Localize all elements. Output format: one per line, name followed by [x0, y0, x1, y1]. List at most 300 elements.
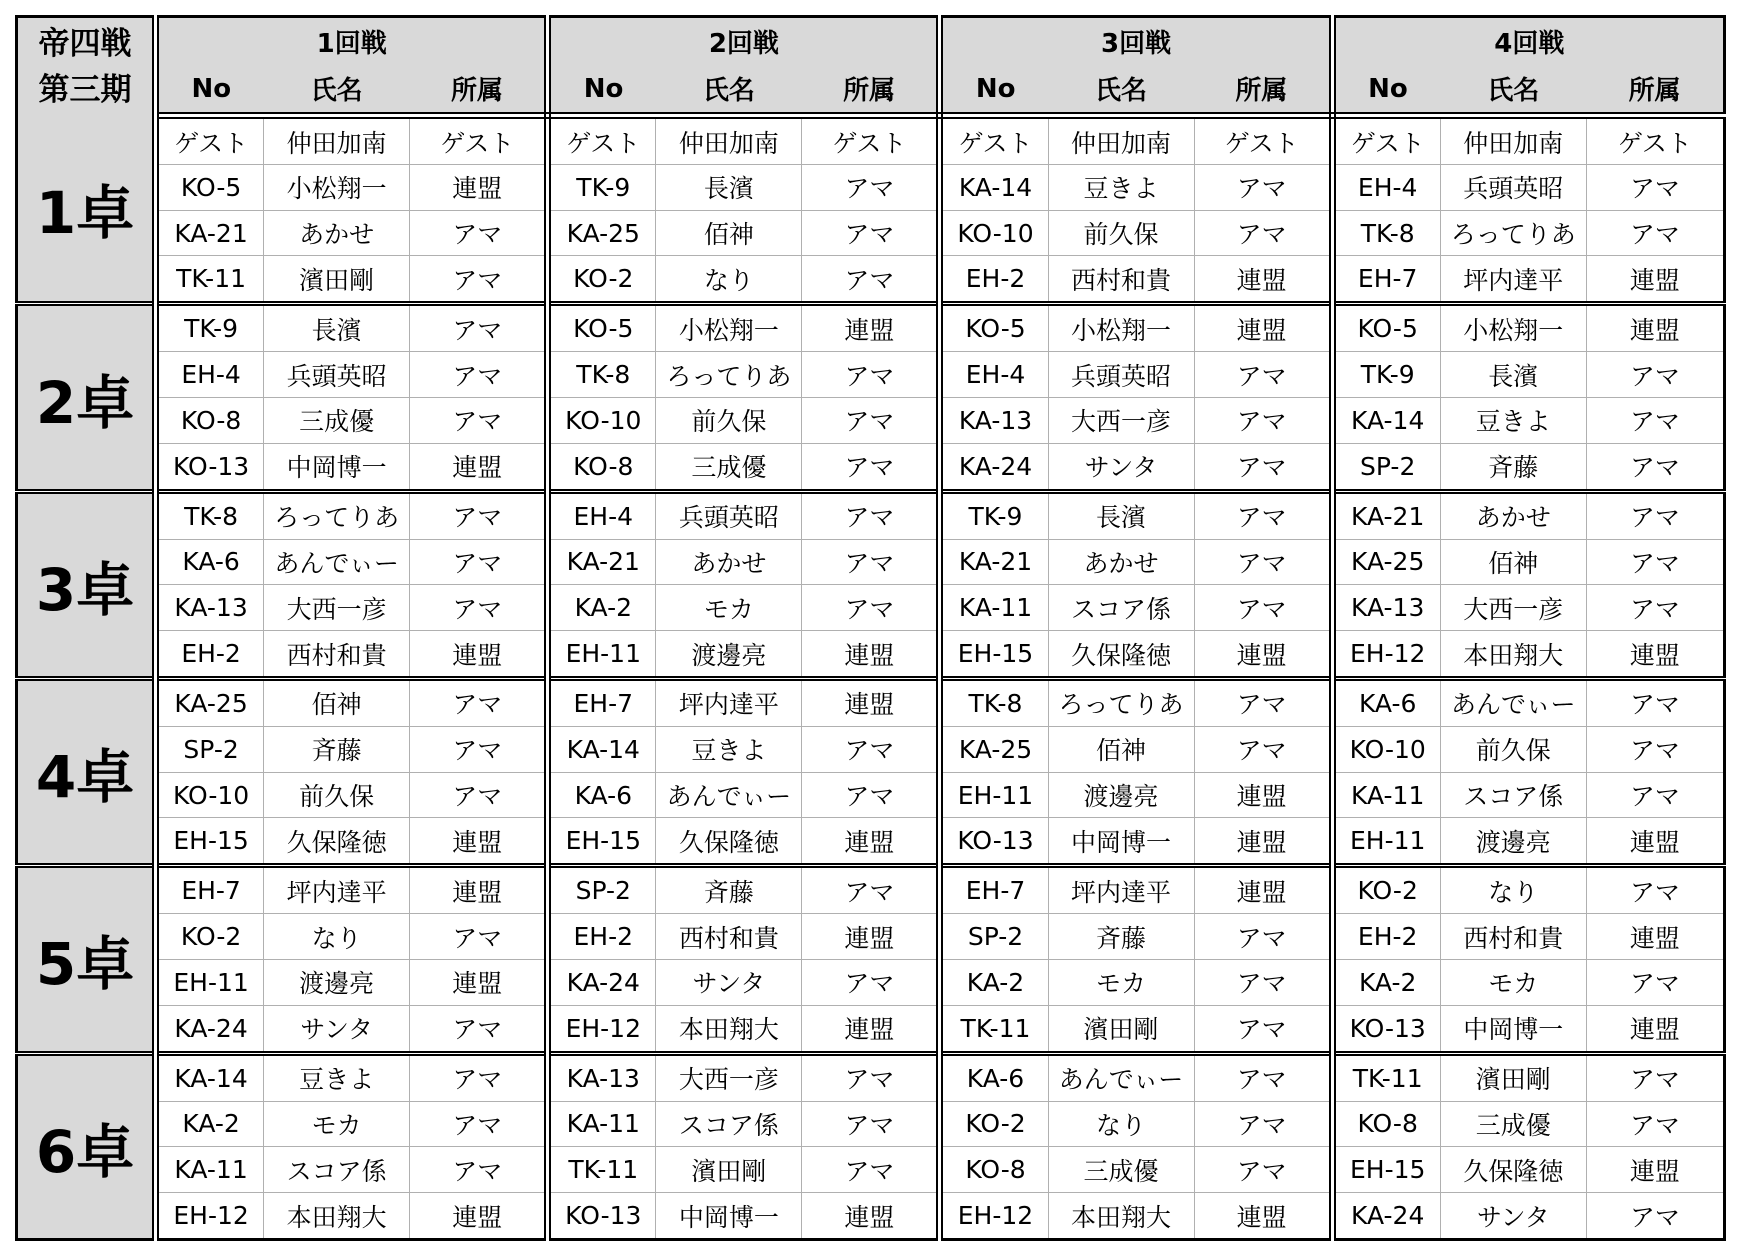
player-no: KA-6	[1332, 679, 1440, 727]
player-name: 前久保	[264, 772, 410, 818]
player-affiliation: アマ	[1194, 352, 1332, 398]
col-header-no: No	[156, 65, 264, 116]
player-no: KA-13	[1332, 585, 1440, 631]
player-row	[17, 539, 1725, 585]
player-no: KA-14	[156, 1053, 264, 1101]
player-name: 仲田加南	[264, 116, 410, 165]
player-affiliation: 連盟	[802, 818, 940, 866]
player-no: TK-9	[156, 304, 264, 352]
player-affiliation: アマ	[410, 1053, 548, 1101]
player-name: 佰神	[656, 210, 802, 256]
player-row	[17, 1147, 1725, 1193]
player-name: 渡邊亮	[1048, 772, 1194, 818]
player-no: KA-11	[156, 1147, 264, 1193]
player-affiliation: 連盟	[1194, 631, 1332, 679]
player-no: KO-2	[548, 256, 656, 304]
player-no: EH-12	[156, 1193, 264, 1240]
player-no: KA-14	[548, 726, 656, 772]
round-header-2: 2回戦	[548, 17, 940, 66]
player-row	[17, 398, 1725, 444]
player-no: KA-24	[156, 1005, 264, 1053]
player-no: KA-11	[548, 1101, 656, 1147]
player-no: EH-2	[156, 631, 264, 679]
player-name: 渡邊亮	[1440, 818, 1586, 866]
player-affiliation: アマ	[1586, 352, 1724, 398]
player-name: 西村和貴	[1440, 914, 1586, 960]
player-name: 三成優	[656, 443, 802, 491]
player-affiliation: アマ	[802, 726, 940, 772]
player-affiliation: 連盟	[1194, 304, 1332, 352]
player-no: KA-6	[548, 772, 656, 818]
player-name: 長濱	[1048, 491, 1194, 539]
player-affiliation: アマ	[410, 352, 548, 398]
player-name: 小松翔一	[656, 304, 802, 352]
player-row	[17, 1053, 1725, 1101]
player-name: 兵頭英昭	[264, 352, 410, 398]
corner-line1: 帝四戦	[38, 25, 132, 62]
player-no: EH-7	[156, 866, 264, 914]
player-no: EH-4	[940, 352, 1048, 398]
header-row-columns	[17, 65, 1725, 116]
player-no: TK-8	[940, 679, 1048, 727]
player-affiliation: アマ	[802, 585, 940, 631]
table-label: 6卓	[17, 1053, 156, 1239]
player-affiliation: アマ	[410, 585, 548, 631]
player-name: 豆きよ	[1048, 165, 1194, 211]
player-affiliation: アマ	[802, 959, 940, 1005]
player-affiliation: アマ	[1194, 210, 1332, 256]
player-no: EH-12	[940, 1193, 1048, 1240]
player-name: あんでぃー	[1440, 679, 1586, 727]
player-row	[17, 165, 1725, 211]
player-name: 西村和貴	[264, 631, 410, 679]
player-name: 大西一彦	[264, 585, 410, 631]
player-name: 大西一彦	[1440, 585, 1586, 631]
player-no: SP-2	[156, 726, 264, 772]
player-name: 佰神	[1048, 726, 1194, 772]
player-name: 長濱	[1440, 352, 1586, 398]
player-no: KO-5	[1332, 304, 1440, 352]
player-no: KA-24	[940, 443, 1048, 491]
player-name: なり	[656, 256, 802, 304]
player-name: なり	[1440, 866, 1586, 914]
player-no: TK-11	[1332, 1053, 1440, 1101]
player-no: KA-25	[156, 679, 264, 727]
player-affiliation: アマ	[1194, 959, 1332, 1005]
player-affiliation: アマ	[1194, 679, 1332, 727]
table-label: 3卓	[17, 491, 156, 678]
player-name: 中岡博一	[1440, 1005, 1586, 1053]
player-name: 小松翔一	[1048, 304, 1194, 352]
player-no: KO-5	[940, 304, 1048, 352]
player-no: SP-2	[1332, 443, 1440, 491]
player-name: ろってりあ	[656, 352, 802, 398]
col-header-no: No	[1332, 65, 1440, 116]
player-name: 仲田加南	[656, 116, 802, 165]
player-affiliation: アマ	[1586, 1193, 1724, 1240]
player-name: あんでぃー	[1048, 1053, 1194, 1101]
player-affiliation: 連盟	[802, 304, 940, 352]
player-affiliation: アマ	[802, 443, 940, 491]
player-affiliation: 連盟	[1586, 818, 1724, 866]
player-row	[17, 726, 1725, 772]
player-name: 豆きよ	[656, 726, 802, 772]
player-name: ろってりあ	[1440, 210, 1586, 256]
player-no: SP-2	[548, 866, 656, 914]
col-header-no: No	[548, 65, 656, 116]
player-affiliation: アマ	[410, 491, 548, 539]
player-affiliation: ゲスト	[1586, 116, 1724, 165]
player-affiliation: 連盟	[410, 165, 548, 211]
player-no: KO-8	[548, 443, 656, 491]
player-no: KA-14	[940, 165, 1048, 211]
player-name: 前久保	[1440, 726, 1586, 772]
table-label: 2卓	[17, 304, 156, 491]
col-header-name: 氏名	[1440, 65, 1586, 116]
corner-cell	[17, 17, 156, 116]
player-affiliation: 連盟	[410, 818, 548, 866]
player-affiliation: アマ	[1586, 398, 1724, 444]
player-affiliation: アマ	[1586, 443, 1724, 491]
player-affiliation: 連盟	[1586, 631, 1724, 679]
player-name: スコア係	[656, 1101, 802, 1147]
player-affiliation: アマ	[802, 772, 940, 818]
player-affiliation: アマ	[410, 679, 548, 727]
player-name: サンタ	[656, 959, 802, 1005]
player-no: KA-21	[548, 539, 656, 585]
player-affiliation: 連盟	[1586, 256, 1724, 304]
player-no: EH-7	[1332, 256, 1440, 304]
player-name: あかせ	[1048, 539, 1194, 585]
player-name: 渡邊亮	[656, 631, 802, 679]
player-name: モカ	[264, 1101, 410, 1147]
player-name: 兵頭英昭	[656, 491, 802, 539]
player-no: ゲスト	[1332, 116, 1440, 165]
player-name: 中岡博一	[264, 443, 410, 491]
player-no: KO-2	[940, 1101, 1048, 1147]
col-header-no: No	[940, 65, 1048, 116]
player-no: KA-2	[156, 1101, 264, 1147]
player-affiliation: アマ	[1586, 1053, 1724, 1101]
player-affiliation: アマ	[1194, 539, 1332, 585]
player-affiliation: アマ	[1194, 443, 1332, 491]
player-affiliation: アマ	[802, 1147, 940, 1193]
player-no: ゲスト	[548, 116, 656, 165]
player-affiliation: アマ	[1194, 726, 1332, 772]
player-name: 仲田加南	[1440, 116, 1586, 165]
player-affiliation: アマ	[802, 165, 940, 211]
player-name: ろってりあ	[1048, 679, 1194, 727]
player-name: 豆きよ	[264, 1053, 410, 1101]
player-affiliation: アマ	[1586, 210, 1724, 256]
player-no: ゲスト	[156, 116, 264, 165]
player-affiliation: アマ	[802, 866, 940, 914]
player-no: EH-4	[548, 491, 656, 539]
player-no: TK-11	[156, 256, 264, 304]
player-no: TK-9	[1332, 352, 1440, 398]
player-name: 中岡博一	[656, 1193, 802, 1240]
player-no: KO-8	[940, 1147, 1048, 1193]
player-no: EH-15	[548, 818, 656, 866]
player-row	[17, 304, 1725, 352]
player-name: 坪内達平	[264, 866, 410, 914]
player-no: EH-11	[940, 772, 1048, 818]
player-affiliation: アマ	[410, 539, 548, 585]
player-name: 久保隆徳	[264, 818, 410, 866]
player-row	[17, 1005, 1725, 1053]
player-name: 豆きよ	[1440, 398, 1586, 444]
player-affiliation: アマ	[410, 1101, 548, 1147]
player-affiliation: 連盟	[802, 1193, 940, 1240]
player-no: KA-13	[548, 1053, 656, 1101]
player-no: TK-8	[1332, 210, 1440, 256]
player-name: 久保隆徳	[1048, 631, 1194, 679]
player-name: 大西一彦	[656, 1053, 802, 1101]
player-name: 小松翔一	[1440, 304, 1586, 352]
player-row	[17, 491, 1725, 539]
player-row	[17, 631, 1725, 679]
player-affiliation: 連盟	[1586, 914, 1724, 960]
player-affiliation: 連盟	[1586, 1005, 1724, 1053]
player-no: KA-14	[1332, 398, 1440, 444]
header-row-rounds	[17, 17, 1725, 66]
round-header-4: 4回戦	[1494, 29, 1565, 59]
table-label: 4卓	[17, 679, 156, 866]
col-header-affiliation: 所属	[1586, 65, 1724, 116]
player-affiliation: アマ	[1194, 165, 1332, 211]
player-no: TK-11	[940, 1005, 1048, 1053]
player-no: KO-8	[1332, 1101, 1440, 1147]
player-name: 濱田剛	[1048, 1005, 1194, 1053]
player-name: 大西一彦	[1048, 398, 1194, 444]
player-name: 斉藤	[1440, 443, 1586, 491]
player-affiliation: 連盟	[410, 866, 548, 914]
player-affiliation: アマ	[802, 1101, 940, 1147]
player-row	[17, 914, 1725, 960]
player-name: あんでぃー	[656, 772, 802, 818]
player-name: 兵頭英昭	[1048, 352, 1194, 398]
player-affiliation: 連盟	[410, 443, 548, 491]
player-affiliation: アマ	[802, 352, 940, 398]
player-affiliation: アマ	[1586, 165, 1724, 211]
player-affiliation: ゲスト	[410, 116, 548, 165]
player-no: KA-13	[156, 585, 264, 631]
player-row	[17, 585, 1725, 631]
player-name: 兵頭英昭	[1440, 165, 1586, 211]
player-no: KO-2	[156, 914, 264, 960]
schedule-body	[17, 116, 1725, 1240]
player-affiliation: アマ	[410, 914, 548, 960]
player-affiliation: 連盟	[1194, 256, 1332, 304]
player-name: 久保隆徳	[1440, 1147, 1586, 1193]
player-name: 久保隆徳	[656, 818, 802, 866]
player-no: EH-7	[940, 866, 1048, 914]
player-name: 佰神	[264, 679, 410, 727]
player-name: スコア係	[264, 1147, 410, 1193]
player-no: EH-12	[1332, 631, 1440, 679]
player-name: サンタ	[264, 1005, 410, 1053]
player-affiliation: アマ	[1194, 1053, 1332, 1101]
player-name: 本田翔大	[1440, 631, 1586, 679]
player-no: TK-8	[548, 352, 656, 398]
player-name: 本田翔大	[264, 1193, 410, 1240]
player-affiliation: アマ	[802, 539, 940, 585]
player-name: 三成優	[1440, 1101, 1586, 1147]
player-affiliation: 連盟	[1194, 818, 1332, 866]
player-affiliation: アマ	[410, 726, 548, 772]
col-header-affiliation: 所属	[802, 65, 940, 116]
player-no: EH-15	[156, 818, 264, 866]
player-name: 濱田剛	[656, 1147, 802, 1193]
player-affiliation: アマ	[1586, 539, 1724, 585]
player-no: KA-11	[940, 585, 1048, 631]
player-no: EH-2	[940, 256, 1048, 304]
player-affiliation: アマ	[1586, 772, 1724, 818]
player-no: KO-5	[548, 304, 656, 352]
player-name: 斉藤	[656, 866, 802, 914]
player-name: あかせ	[1440, 491, 1586, 539]
player-row	[17, 959, 1725, 1005]
player-affiliation: アマ	[802, 398, 940, 444]
player-no: KA-24	[548, 959, 656, 1005]
player-no: EH-15	[1332, 1147, 1440, 1193]
player-row	[17, 352, 1725, 398]
round-header-1: 1回戦	[156, 17, 548, 66]
player-name: なり	[264, 914, 410, 960]
player-no: KO-10	[1332, 726, 1440, 772]
player-name: ろってりあ	[264, 491, 410, 539]
player-name: 斉藤	[1048, 914, 1194, 960]
player-affiliation: アマ	[1194, 1101, 1332, 1147]
player-row	[17, 443, 1725, 491]
player-name: 中岡博一	[1048, 818, 1194, 866]
player-affiliation: アマ	[1194, 1147, 1332, 1193]
player-affiliation: アマ	[410, 772, 548, 818]
player-name: 長濱	[656, 165, 802, 211]
player-name: 坪内達平	[656, 679, 802, 727]
player-name: あかせ	[264, 210, 410, 256]
player-name: 前久保	[1048, 210, 1194, 256]
player-affiliation: 連盟	[802, 1005, 940, 1053]
player-name: モカ	[1048, 959, 1194, 1005]
player-no: KA-2	[940, 959, 1048, 1005]
player-affiliation: アマ	[802, 256, 940, 304]
player-affiliation: アマ	[1586, 726, 1724, 772]
player-no: KA-25	[940, 726, 1048, 772]
player-affiliation: アマ	[410, 1147, 548, 1193]
player-affiliation: 連盟	[1194, 772, 1332, 818]
player-row	[17, 772, 1725, 818]
player-no: EH-2	[1332, 914, 1440, 960]
player-affiliation: アマ	[1586, 679, 1724, 727]
player-affiliation: アマ	[1194, 914, 1332, 960]
player-affiliation: アマ	[410, 210, 548, 256]
player-no: EH-12	[548, 1005, 656, 1053]
player-name: あかせ	[656, 539, 802, 585]
schedule-table	[15, 15, 1726, 1241]
player-affiliation: アマ	[802, 210, 940, 256]
player-no: KO-13	[156, 443, 264, 491]
player-name: 本田翔大	[1048, 1193, 1194, 1240]
player-affiliation: 連盟	[802, 679, 940, 727]
player-row	[17, 210, 1725, 256]
col-header-name: 氏名	[1048, 65, 1194, 116]
player-affiliation: ゲスト	[1194, 116, 1332, 165]
player-no: TK-9	[548, 165, 656, 211]
player-no: KA-25	[1332, 539, 1440, 585]
player-no: SP-2	[940, 914, 1048, 960]
player-affiliation: アマ	[1194, 491, 1332, 539]
player-no: EH-4	[156, 352, 264, 398]
player-affiliation: アマ	[802, 1053, 940, 1101]
player-name: 三成優	[264, 398, 410, 444]
player-no: KA-2	[1332, 959, 1440, 1005]
player-no: EH-7	[548, 679, 656, 727]
player-name: 本田翔大	[656, 1005, 802, 1053]
player-affiliation: アマ	[410, 256, 548, 304]
player-name: 濱田剛	[1440, 1053, 1586, 1101]
player-no: TK-11	[548, 1147, 656, 1193]
player-name: 濱田剛	[264, 256, 410, 304]
player-affiliation: 連盟	[410, 959, 548, 1005]
player-no: KO-13	[1332, 1005, 1440, 1053]
player-no: KA-11	[1332, 772, 1440, 818]
player-affiliation: アマ	[410, 1005, 548, 1053]
player-no: EH-4	[1332, 165, 1440, 211]
player-affiliation: アマ	[1194, 1005, 1332, 1053]
col-header-name: 氏名	[656, 65, 802, 116]
table-label: 1卓	[17, 116, 156, 304]
player-row	[17, 1101, 1725, 1147]
player-no: KO-8	[156, 398, 264, 444]
round-header-3: 3回戦	[940, 17, 1332, 66]
player-name: なり	[1048, 1101, 1194, 1147]
player-no: TK-8	[156, 491, 264, 539]
player-no: EH-2	[548, 914, 656, 960]
player-affiliation: 連盟	[1194, 866, 1332, 914]
player-no: EH-11	[1332, 818, 1440, 866]
player-no: KO-10	[940, 210, 1048, 256]
player-name: 斉藤	[264, 726, 410, 772]
player-no: TK-9	[940, 491, 1048, 539]
player-row	[17, 679, 1725, 727]
player-name: 渡邊亮	[264, 959, 410, 1005]
player-no: EH-11	[548, 631, 656, 679]
player-row	[17, 1193, 1725, 1240]
player-name: サンタ	[1048, 443, 1194, 491]
player-affiliation: アマ	[1586, 959, 1724, 1005]
player-name: 佰神	[1440, 539, 1586, 585]
player-affiliation: 連盟	[802, 914, 940, 960]
player-no: KA-6	[156, 539, 264, 585]
player-name: モカ	[656, 585, 802, 631]
player-no: EH-11	[156, 959, 264, 1005]
player-no: KA-25	[548, 210, 656, 256]
player-no: KO-10	[548, 398, 656, 444]
player-affiliation: 連盟	[802, 631, 940, 679]
player-affiliation: アマ	[410, 398, 548, 444]
player-name: 長濱	[264, 304, 410, 352]
player-name: サンタ	[1440, 1193, 1586, 1240]
player-affiliation: 連盟	[410, 631, 548, 679]
table-label: 5卓	[17, 866, 156, 1053]
col-header-affiliation: 所属	[1194, 65, 1332, 116]
player-no: KA-6	[940, 1053, 1048, 1101]
player-affiliation: アマ	[1586, 585, 1724, 631]
player-no: KO-5	[156, 165, 264, 211]
player-affiliation: アマ	[1586, 491, 1724, 539]
player-affiliation: アマ	[1194, 585, 1332, 631]
